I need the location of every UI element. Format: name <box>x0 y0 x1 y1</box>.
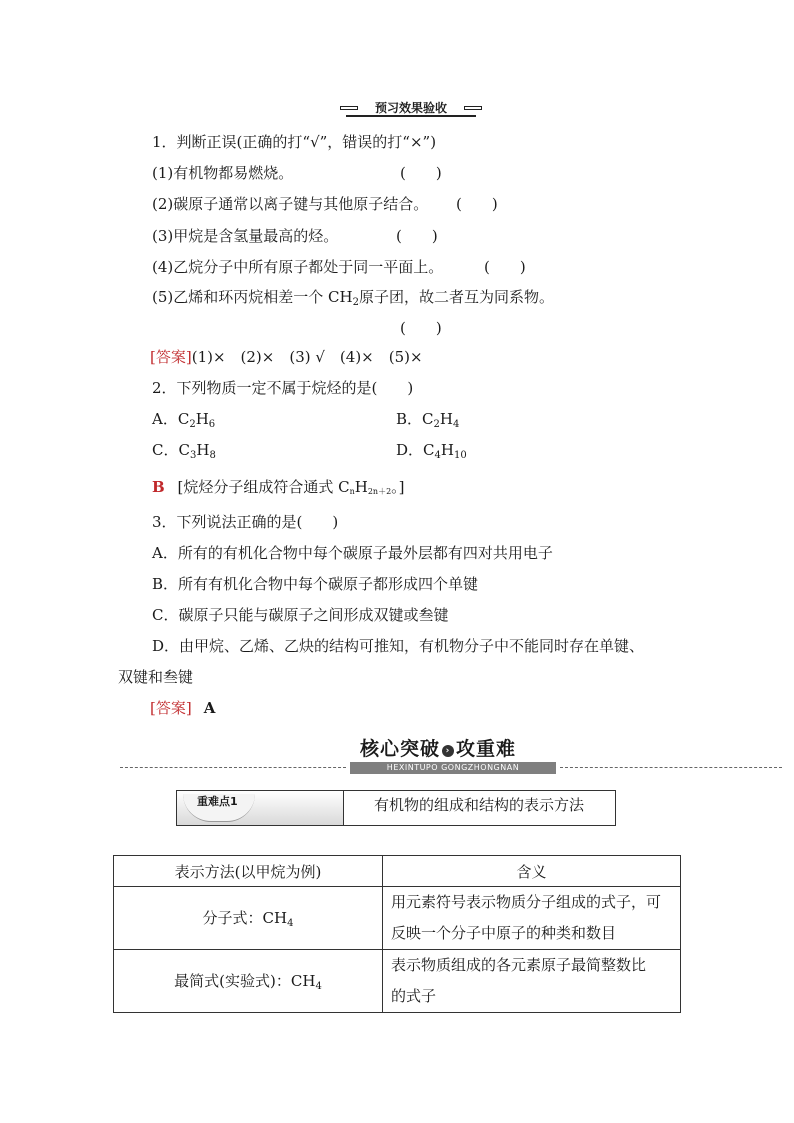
table-cell-method <box>114 950 383 1013</box>
explain-pre: [烷烃分子组成符合通式 C <box>177 478 350 496</box>
answer-letter: B <box>152 478 165 496</box>
answer-text: (1)× (2)× (3) √ (4)× (5)× <box>191 348 423 366</box>
q1-answer <box>150 348 423 366</box>
keypoint-box <box>176 790 616 826</box>
section2-subtitle: HEXINTUPO GONGZHONGNAN <box>350 762 556 774</box>
explain-h: H <box>354 478 368 496</box>
section2-title <box>360 734 516 761</box>
q2-option-b <box>396 410 459 428</box>
q1-item-2: (2)碳原子通常以离子键与其他原子结合。 <box>152 195 429 213</box>
opt-mid: H <box>196 441 210 459</box>
q1-item-5 <box>152 288 554 306</box>
q3-stem: 3．下列说法正确的是( ) <box>152 513 339 531</box>
q1-item-5-pre: (5)乙烯和环丙烷相差一个 CH <box>152 288 353 306</box>
table-cell-method <box>114 887 383 950</box>
section-banner <box>340 100 482 116</box>
table-row <box>114 950 681 1013</box>
opt-label: C．C <box>152 441 190 459</box>
q3-option-d: D．由甲烷、乙烯、乙炔的结构可推知，有机物分子中不能同时存在单键、 <box>152 637 645 655</box>
meaning-line: 表示物质组成的各元素原子最简整数比 <box>391 956 647 974</box>
q1-item-5-sub: 2 <box>352 297 359 308</box>
q3-option-a: A．所有的有机化合物中每个碳原子最外层都有四对共用电子 <box>152 544 553 562</box>
opt-sub: 10 <box>453 450 467 461</box>
q2-option-d <box>396 441 467 459</box>
keypoint-tag-area <box>177 791 344 825</box>
opt-mid: H <box>439 410 453 428</box>
representation-table <box>113 855 681 1013</box>
method-sub: 4 <box>315 980 322 992</box>
opt-mid: H <box>195 410 209 428</box>
section2-title-right: 攻重难 <box>456 738 517 760</box>
meaning-line: 用元素符号表示物质分子组成的式子，可 <box>391 893 662 911</box>
banner-left-bar <box>340 106 358 110</box>
q2-stem: 2．下列物质一定不属于烷烃的是( ) <box>152 379 414 397</box>
section2-title-left: 核心突破 <box>360 738 441 760</box>
opt-sub: 3 <box>189 450 197 461</box>
explain-2n2: 2n＋2 <box>367 487 392 496</box>
q1-item-1-blank: ( ) <box>400 164 442 182</box>
opt-label: D．C <box>396 441 435 459</box>
q1-stem: 1．判断正误(正确的打“√”，错误的打“×”) <box>152 133 437 151</box>
q1-item-3-blank: ( ) <box>396 227 438 245</box>
answer-label: [答案] <box>150 348 192 366</box>
q2-option-c <box>152 441 216 459</box>
answer-label: [答案] <box>150 699 192 717</box>
opt-sub: 8 <box>209 450 216 461</box>
table-header-row <box>114 856 681 887</box>
q1-item-text: (1)有机物都易燃烧。 <box>152 164 294 182</box>
method-sub: 4 <box>287 917 294 929</box>
keypoint-tag: 重难点1 <box>183 794 255 822</box>
q1-item-5-post: 原子团，故二者互为同系物。 <box>358 288 554 306</box>
answer-text: A <box>203 699 216 717</box>
banner-title: 预习效果验收 <box>374 101 447 115</box>
q3-option-b: B．所有有机化合物中每个碳原子都形成四个单键 <box>152 575 479 593</box>
method-text: 分子式：CH <box>202 908 288 927</box>
q3-option-c: C．碳原子只能与碳原子之间形成双键或叁键 <box>152 606 449 624</box>
opt-sub: 6 <box>208 419 216 430</box>
q2-option-a <box>152 410 215 428</box>
opt-label: A．C <box>152 410 190 428</box>
q3-answer <box>150 699 215 717</box>
q3-option-d-cont: 双键和叁键 <box>118 668 194 686</box>
q1-item-4-blank: ( ) <box>484 258 526 276</box>
opt-sub: 4 <box>452 419 460 430</box>
meaning-line: 的式子 <box>391 987 437 1005</box>
q2-answer <box>152 478 405 496</box>
table-header-meaning: 含义 <box>383 856 681 887</box>
banner-right-bar <box>464 106 482 110</box>
opt-sub: 4 <box>434 450 441 461</box>
table-cell-meaning <box>383 887 681 950</box>
method-text: 最简式(实验式)：CH <box>174 971 316 990</box>
q1-item-1 <box>152 164 293 182</box>
q1-item-5-blank: ( ) <box>400 319 442 337</box>
opt-sub: 2 <box>433 419 440 430</box>
q1-item-4: (4)乙烷分子中所有原子都处于同一平面上。 <box>152 258 444 276</box>
keypoint-title: 有机物的组成和结构的表示方法 <box>373 796 584 814</box>
right-dashed-line <box>560 767 782 768</box>
meaning-line: 反映一个分子中原子的种类和数目 <box>391 924 617 942</box>
table-cell-meaning <box>383 950 681 1013</box>
opt-mid: H <box>440 441 454 459</box>
banner-underline <box>346 115 476 117</box>
arrow-right-icon: › <box>442 745 454 757</box>
opt-label: B．C <box>396 410 434 428</box>
table-header-method: 表示方法(以甲烷为例) <box>114 856 383 887</box>
opt-sub: 2 <box>189 419 196 430</box>
explain-n: n <box>349 487 355 496</box>
explain-post: 。] <box>391 478 405 496</box>
left-dashed-line <box>120 767 346 768</box>
table-row <box>114 887 681 950</box>
q1-item-3: (3)甲烷是含氢量最高的烃。 <box>152 227 339 245</box>
q1-item-2-blank: ( ) <box>456 195 498 213</box>
